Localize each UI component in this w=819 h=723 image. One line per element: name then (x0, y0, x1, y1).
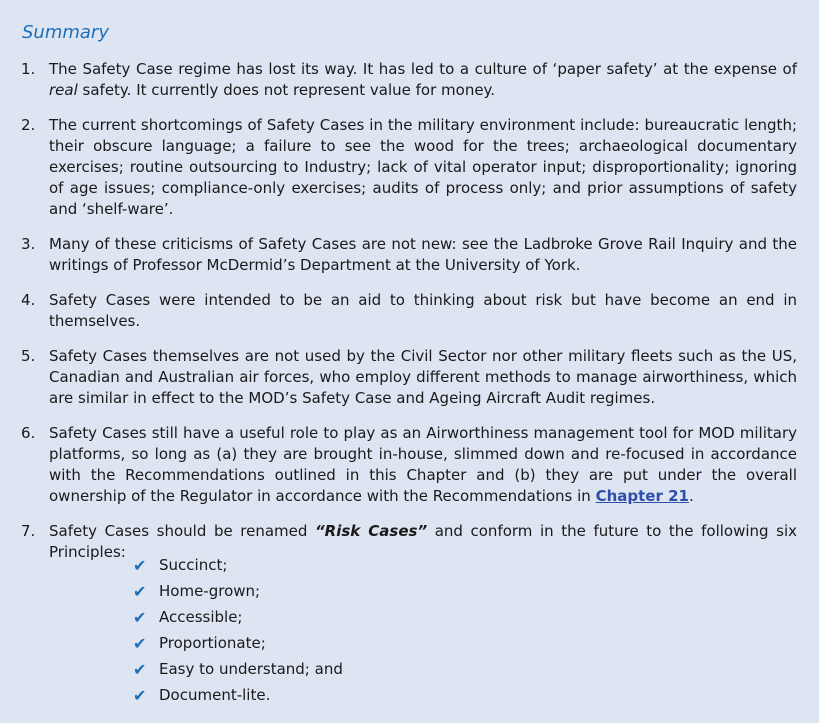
list-item (0, 346, 819, 409)
checkmark-icon: ✔ (133, 581, 147, 601)
item-text: Many of these criticisms of Safety Cases are not new: see the Ladbroke Grove Rail Inquiry and the writings of Professor McDermid’s Department at the University of York. (49, 235, 797, 274)
checkmark-icon: ✔ (133, 607, 147, 627)
principle-item: ✔ Document-lite. (133, 685, 271, 705)
principle-item: ✔ Succinct; (133, 555, 228, 575)
list-item (0, 234, 819, 276)
principle-item: ✔ Home-grown; (133, 581, 261, 601)
item-number: 5. (21, 347, 36, 365)
chapter-21-link[interactable]: Chapter 21 (595, 487, 689, 505)
checkmark-icon: ✔ (133, 659, 147, 679)
principle-item: ✔ Proportionate; (133, 633, 266, 653)
principle-item: ✔ Easy to understand; and (133, 659, 343, 679)
item-text: The current shortcomings of Safety Cases in the military environment include: bureaucratic length; their obscure language; a failure to see the wood for the trees; archaeological documentary exercises; routine outsourcing to Industry; lack of vital operator input; disproportionality; ignoring of age issues; compliance-only exercises; audits of process only; and prior assumptions of safety and ‘shelf-ware’. (49, 116, 797, 218)
checkmark-icon: ✔ (133, 633, 147, 653)
list-item (0, 521, 819, 563)
principles-list (133, 552, 343, 708)
list-item (0, 290, 819, 332)
item-number: 4. (21, 291, 36, 309)
list-item (0, 115, 819, 220)
list-item (0, 423, 819, 507)
checkmark-icon: ✔ (133, 555, 147, 575)
item-text: Safety Cases still have a useful role to play as an Airworthiness management tool for MOD military platforms, so long as (a) they are brought in-house, slimmed down and re-focused in accordance with the Recommendations outlined in this Chapter and (b) they are put under the overall ownership of the Regulator in accordance with the Recommendations in Chapter 21. (49, 424, 797, 505)
principle-item: ✔ Accessible; (133, 607, 243, 627)
item-text: Safety Cases themselves are not used by the Civil Sector nor other military fleets such as the US, Canadian and Australian air forces, who employ different methods to manage airworthiness, which are similar in effect to the MOD’s Safety Case and Ageing Aircraft Audit regimes. (49, 347, 797, 407)
summary-list (0, 59, 819, 563)
item-number: 3. (21, 235, 36, 253)
item-text: Safety Cases should be renamed “Risk Cases” and conform in the future to the following six Principles: (49, 522, 797, 561)
list-item (0, 59, 819, 101)
item-text: The Safety Case regime has lost its way. It has led to a culture of ‘paper safety’ at the expense of real safety. It currently does not represent value for money. (49, 60, 797, 99)
item-text: Safety Cases were intended to be an aid to thinking about risk but have become an end in themselves. (49, 291, 797, 330)
item-number: 1. (21, 60, 36, 78)
item-number: 6. (21, 424, 36, 442)
checkmark-icon: ✔ (133, 685, 147, 705)
item-number: 2. (21, 116, 36, 134)
summary-title: Summary (22, 22, 109, 43)
item-number: 7. (21, 522, 36, 540)
